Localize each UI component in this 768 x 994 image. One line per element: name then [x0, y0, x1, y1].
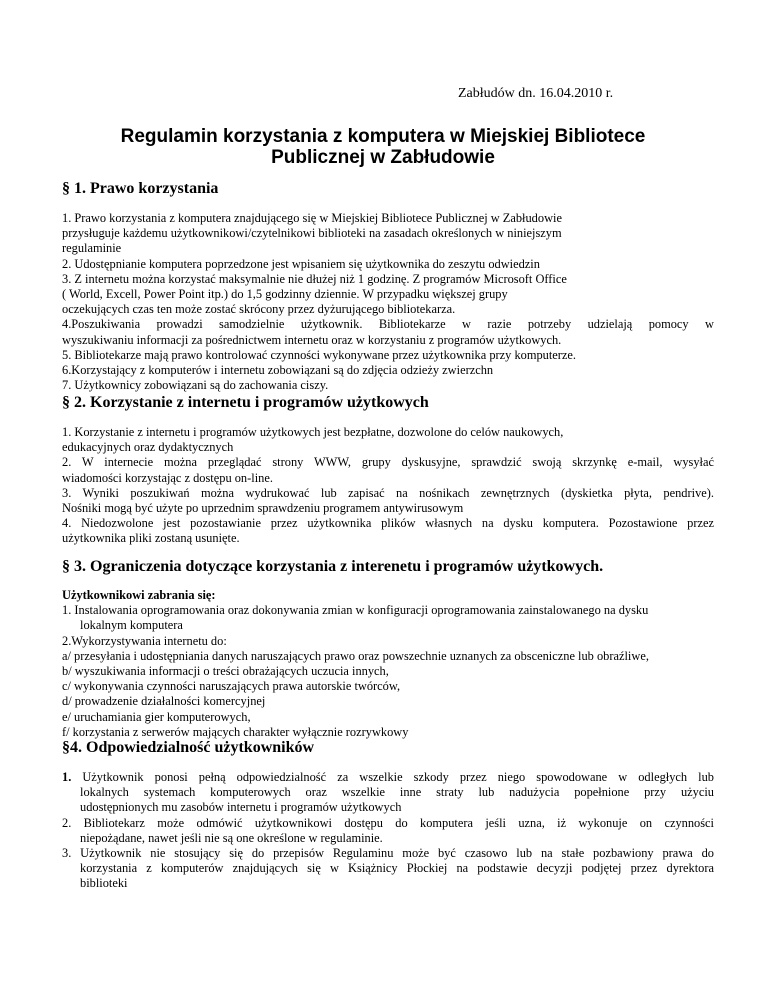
section-2-heading: § 2. Korzystanie z internetu i programów użytkowych — [62, 394, 429, 411]
item-number: 1. — [62, 770, 72, 784]
title-line-2: Publicznej w Zabłudowie — [271, 147, 495, 168]
section-2-line: Nośniki mogą być użyte po uprzednim sprawdzeniu programem antywirusowym — [62, 501, 464, 516]
item-number: 3. — [62, 846, 72, 861]
section-1-line: 7. Użytkownicy zobowiązani są do zachowania ciszy. — [62, 378, 329, 393]
item-text: Użytkownik ponosi pełną odpowiedzialność za wszelkie szkody przez niego spowodowane w odległych lub — [71, 770, 714, 784]
section-4-line — [62, 770, 714, 785]
item-text: Bibliotekarz może odmówić użytkownikowi dostępu do komputera jeśli uzna, iż wykonuje on czynności — [71, 815, 714, 830]
section-1-line: przysługuje każdemu użytkownikowi/czytelnikowi biblioteki na zasadach określonych w niniejszym — [62, 226, 562, 241]
section-3-line: 1. Instalowania oprogramowania oraz dokonywania zmian w konfiguracji oprogramowania zainstalowanego na dysku — [62, 603, 649, 618]
section-2-line: 1. Korzystanie z internetu i programów użytkowych jest bezpłatne, dozwolone do celów naukowych, — [62, 425, 564, 439]
section-3-line: 2.Wykorzystywania internetu do: — [62, 633, 227, 648]
section-1-body — [62, 211, 714, 393]
section-1-line: wyszukiwaniu informacji za pośrednictwem internetu oraz w korzystaniu z programów użytkowych. — [62, 332, 562, 347]
section-3-subheading: Użytkownikowi zabrania się: — [62, 588, 216, 602]
item-text: Użytkownik nie stosujący się do przepisów Regulaminu może być czasowo lub na stałe pozbawiony prawa do — [71, 846, 714, 861]
section-3-line: e/ uruchamiania gier komputerowych, — [62, 709, 251, 724]
section-2-line: edukacyjnych oraz dydaktycznych — [62, 440, 234, 455]
section-3-line: a/ przesyłania i udostępniania danych naruszających prawo oraz powszechnie uznanych za obsceniczne lub obraźliwe, — [62, 648, 649, 663]
section-4-line — [62, 846, 714, 861]
section-3-line: d/ prowadzenie działalności komercyjnej — [62, 694, 266, 709]
section-3-line: lokalnym komputera — [80, 618, 183, 633]
section-1-line: 4.Poszukiwania prowadzi samodzielnie użytkownik. Bibliotekarze w razie potrzeby udzielają pomocy w — [62, 317, 714, 332]
section-1-line: oczekujących czas ten może zostać skrócony przez dyżurującego bibliotekarza. — [62, 302, 456, 317]
section-2-line: 3. Wyniki poszukiwań można wydrukować lub zapisać na nośnikach zewnętrznych (dyskietka płyta, pendrive). — [62, 485, 714, 500]
title-line-1: Regulamin korzystania z komputera w Miejskiej Bibliotece — [120, 126, 646, 147]
section-4-heading: §4. Odpowiedzialność użytkowników — [62, 739, 315, 756]
section-2-line: użytkownika pliki zostaną usunięte. — [62, 531, 240, 546]
section-4-line: niepożądane, nawet jeśli nie są one określone w regulaminie. — [80, 830, 383, 845]
section-4-line: udostępnionych mu zasobów internetu i programów użytkowych — [80, 800, 402, 815]
section-3-line: f/ korzystania z serwerów mających charakter wyłącznie rozrywkowy — [62, 724, 409, 739]
section-4-line: biblioteki — [80, 876, 128, 891]
section-1-line: 1. Prawo korzystania z komputera znajdującego się w Miejskiej Bibliotece Publicznej w Zabłudowie — [62, 211, 562, 225]
document-title — [100, 126, 666, 168]
section-1-heading: § 1. Prawo korzystania — [62, 180, 219, 197]
section-4-line — [62, 816, 714, 831]
section-3-heading: § 3. Ograniczenia dotyczące korzystania z interenetu i programów użytkowych. — [62, 558, 604, 575]
section-1-line: 6.Korzystający z komputerów i internetu zobowiązani są do zdjęcia odzieży zwierzchn — [62, 363, 494, 378]
item-number: 2. — [62, 815, 72, 830]
section-2-line: 4. Niedozwolone jest pozostawianie przez użytkownika plików własnych na dysku komputera. Pozostawione przez — [62, 516, 714, 531]
section-3-line: b/ wyszukiwania informacji o treści obrażających uczucia innych, — [62, 664, 389, 679]
section-2-line: 2. W internecie można przeglądać strony WWW, grupy dyskusyjne, sprawdzić swoją skrzynkę e-mail, wysyłać — [62, 455, 714, 470]
section-1-line: regulaminie — [62, 241, 122, 256]
section-2-line: wiadomości korzystając z dostępu on-line. — [62, 470, 273, 485]
section-1-line: 5. Bibliotekarze mają prawo kontrolować czynności wykonywane przez użytkownika przy komputerze. — [62, 347, 577, 362]
section-3-line: c/ wykonywania czynności naruszających prawa autorskie twórców, — [62, 679, 401, 694]
date-line: Zabłudów dn. 16.04.2010 r. — [458, 86, 614, 101]
section-1-line: ( World, Excell, Power Point itp.) do 1,5 godzinny dziennie. W przypadku większej grupy — [62, 287, 508, 302]
section-1-line: 3. Z internetu można korzystać maksymalnie nie dłużej niż 1 godzinę. Z programów Microsoft Office — [62, 271, 567, 286]
section-4-line: korzystania z komputerów znajdujących się w Książnicy Płockiej na podstawie decyzji podjętej przez dyrektora — [80, 861, 714, 876]
section-4-body — [62, 770, 714, 892]
section-3-body — [62, 588, 714, 740]
section-2-body — [62, 425, 714, 547]
section-4-line: lokalnych systemach komputerowych oraz wszelkie inne straty lub nadużycia popełnione przy użyciu — [80, 785, 714, 800]
section-1-line: 2. Udostępnianie komputera poprzedzone jest wpisaniem się użytkownika do zeszytu odwiedzin — [62, 256, 540, 271]
